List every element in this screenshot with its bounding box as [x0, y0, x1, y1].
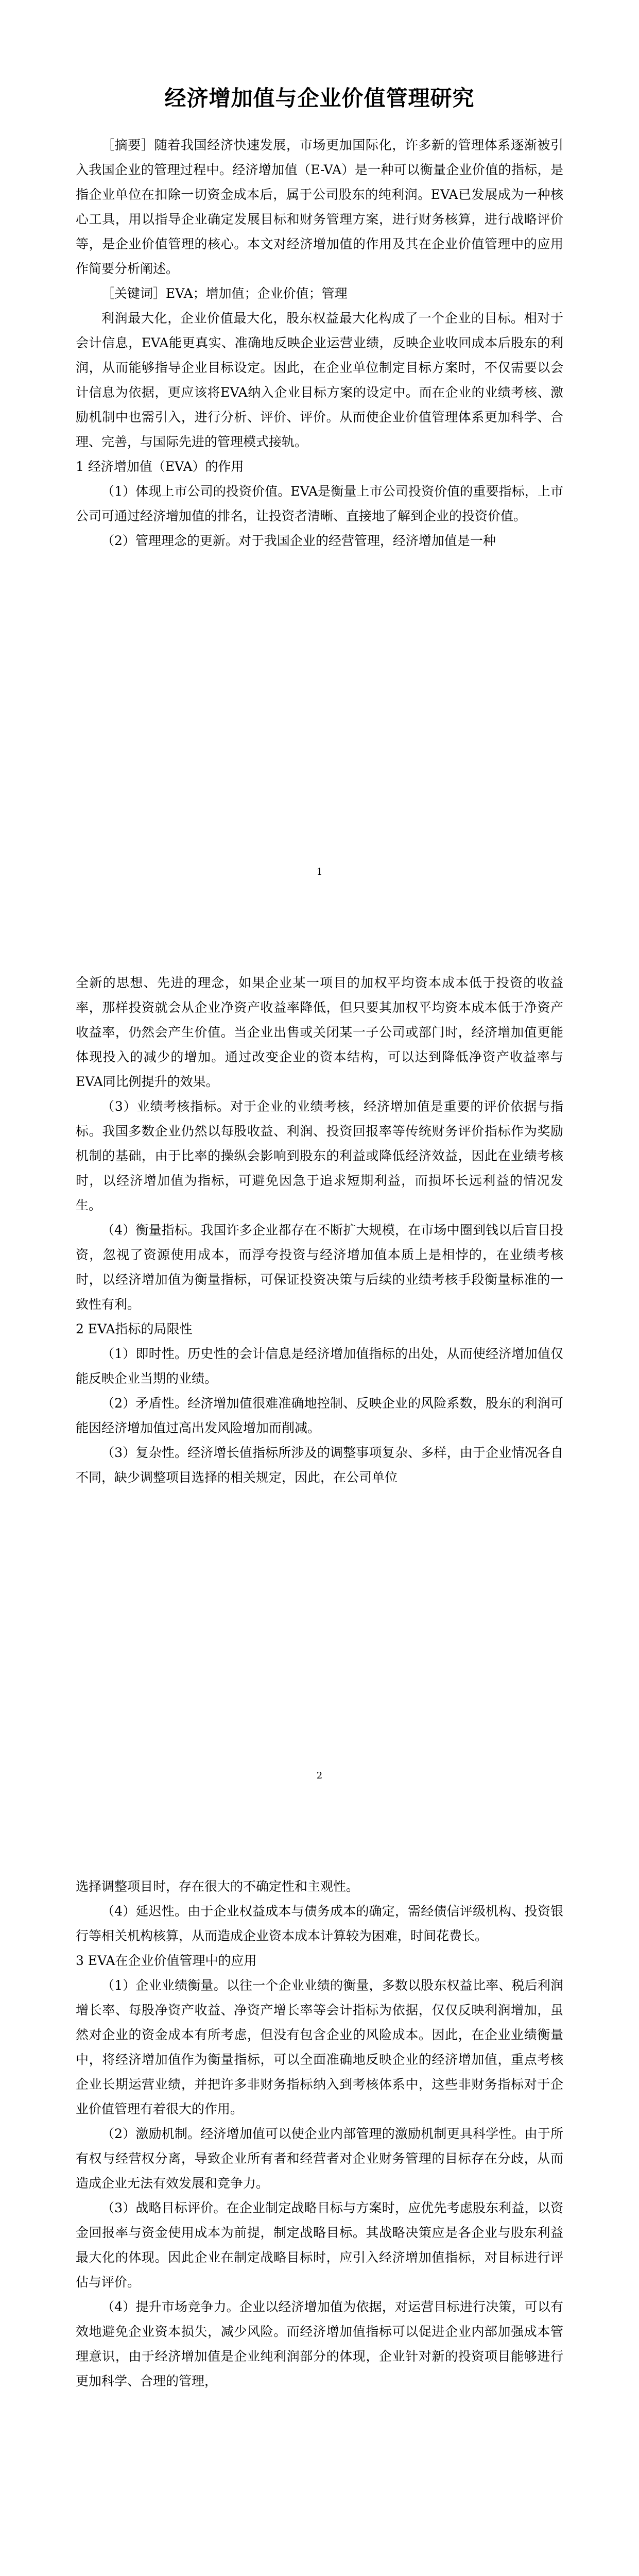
paragraph: （3）业绩考核指标。对于企业的业绩考核，经济增加值是重要的评价依据与指标。我国多数企业仍然以每股收益、利润、投资回报率等传统财务评价指标作为奖励机制的基础，由于比率的操纵会影响到股东的利益或降低经济效益，因此在业绩考核时，以经济增加值为指标，可避免因急于追求短期利益，而损坏长远利益的情况发生。 [76, 1099, 563, 1213]
paragraph: （4）提升市场竞争力。企业以经济增加值为依据，对运营目标进行决策，可以有效地避免企业资本损失，减少风险。而经济增加值指标可以促进企业内部加强成本管理意识，由于经济增加值是企业纯利润部分的体现，企业针对新的投资项目能够进行更加科学、合理的管理， [76, 2299, 563, 2388]
page-1-body [76, 133, 563, 553]
paragraph: 选择调整项目时，存在很大的不确定性和主观性。 [76, 1879, 359, 1894]
paragraph: 全新的思想、先进的理念，如果企业某一项目的加权平均资本成本低于投资的收益率，那样投资就会从企业净资产收益率降低，但只要其加权平均资本成本低于净资产收益率，仍然会产生价值。当企业出售或关闭某一子公司或部门时，经济增加值更能体现投入的减少的增加。通过改变企业的资本结构，可以达到降低净资产收益率与EVA同比例提升的效果。 [76, 975, 563, 1089]
page-1 [0, 0, 639, 904]
paragraph: （1）体现上市公司的投资价值。EVA是衡量上市公司投资价值的重要指标，上市公司可通过经济增加值的排名，让投资者清晰、直接地了解到企业的投资价值。 [76, 484, 563, 523]
section-heading-3: 3 EVA在企业价值管理中的应用 [76, 1953, 257, 1968]
document-title: 经济增加值与企业价值管理研究 [164, 86, 475, 111]
paragraph: （4）衡量指标。我国许多企业都存在不断扩大规模，在市场中圈到钱以后盲目投资，忽视了资源使用成本，而浮夸投资与经济增加值本质上是相悖的，在业绩考核时，以经济增加值为衡量指标，可保证投资决策与后续的业绩考核手段衡量标准的一致性有利。 [76, 1223, 563, 1312]
paragraph: （3）战略目标评价。在企业制定战略目标与方案时，应优先考虑股东利益，以资金回报率与资金使用成本为前提，制定战略目标。其战略决策应是各企业与股东利益最大化的体现。因此企业在制定战略目标时，应引入经济增加值指标，对目标进行评估与评价。 [76, 2200, 563, 2290]
page-2-body [76, 971, 563, 1490]
page-2 [0, 904, 639, 1807]
paragraph: （1）即时性。历史性的会计信息是经济增加值指标的出处，从而使经济增加值仅能反映企业当期的业绩。 [76, 1346, 563, 1386]
page-number: 2 [316, 1770, 323, 1781]
paragraph: （2）激励机制。经济增加值可以使企业内部管理的激励机制更具科学性。由于所有权与经营权分离，导致企业所有者和经营者对企业财务管理的目标存在分歧，从而造成企业无法有效发展和竞争力。 [76, 2126, 563, 2191]
paragraph: （1）企业业绩衡量。以往一个企业业绩的衡量，多数以股东权益比率、税后利润增长率、每股净资产收益、净资产增长率等会计指标为依据，仅仅反映利润增加，虽然对企业的资金成本有所考虑，但没有包含企业的风险成本。因此，在企业业绩衡量中，将经济增加值作为衡量指标，可以全面准确地反映企业的经济增加值，重点考核企业长期运营业绩，并把许多非财务指标纳入到考核体系中，这些非财务指标对于企业价值管理有着很大的作用。 [76, 1978, 563, 2116]
page-3-body [76, 1874, 563, 2394]
section-heading-2: 2 EVA指标的局限性 [76, 1321, 193, 1336]
paragraph: （3）复杂性。经济增长值指标所涉及的调整事项复杂、多样，由于企业情况各自不同，缺少调整项目选择的相关规定，因此，在公司单位 [76, 1445, 563, 1485]
page-number: 1 [316, 867, 323, 877]
paragraph: （2）矛盾性。经济增加值很难准确地控制、反映企业的风险系数，股东的利润可能因经济增加值过高出发风险增加而削减。 [76, 1396, 563, 1435]
paragraph: （2）管理理念的更新。对于我国企业的经营管理，经济增加值是一种 [101, 533, 496, 548]
abstract: ［摘要］随着我国经济快速发展，市场更加国际化，许多新的管理体系逐渐被引入我国企业的管理过程中。经济增加值（E-VA）是一种可以衡量企业价值的指标，是指企业单位在扣除一切资金成本后，属于公司股东的纯利润。EVA已发展成为一种核心工具，用以指导企业确定发展目标和财务管理方案，进行财务核算，进行战略评价等，是企业价值管理的核心。本文对经济增加值的作用及其在企业价值管理中的应用作简要分析阐述。 [76, 138, 563, 276]
section-heading-1: 1 经济增加值（EVA）的作用 [76, 459, 244, 474]
page-3 [0, 1807, 639, 2576]
keywords: ［关键词］EVA；增加值；企业价值；管理 [101, 286, 348, 301]
intro-paragraph: 利润最大化，企业价值最大化，股东权益最大化构成了一个企业的目标。相对于会计信息，EVA能更真实、准确地反映企业运营业绩，反映企业收回成本后股东的利润，从而能够指导企业目标设定。因此，在企业单位制定目标方案时，不仅需要以会计信息为依据，更应该将EVA纳入企业目标方案的设定中。而在企业的业绩考核、激励机制中也需引入，进行分析、评价、评价。从而使企业价值管理体系更加科学、合理、完善，与国际先进的管理模式接轨。 [76, 311, 563, 449]
paragraph: （4）延迟性。由于企业权益成本与债务成本的确定，需经债信评级机构、投资银行等相关机构核算，从而造成企业资本成本计算较为困难，时间花费长。 [76, 1904, 563, 1943]
